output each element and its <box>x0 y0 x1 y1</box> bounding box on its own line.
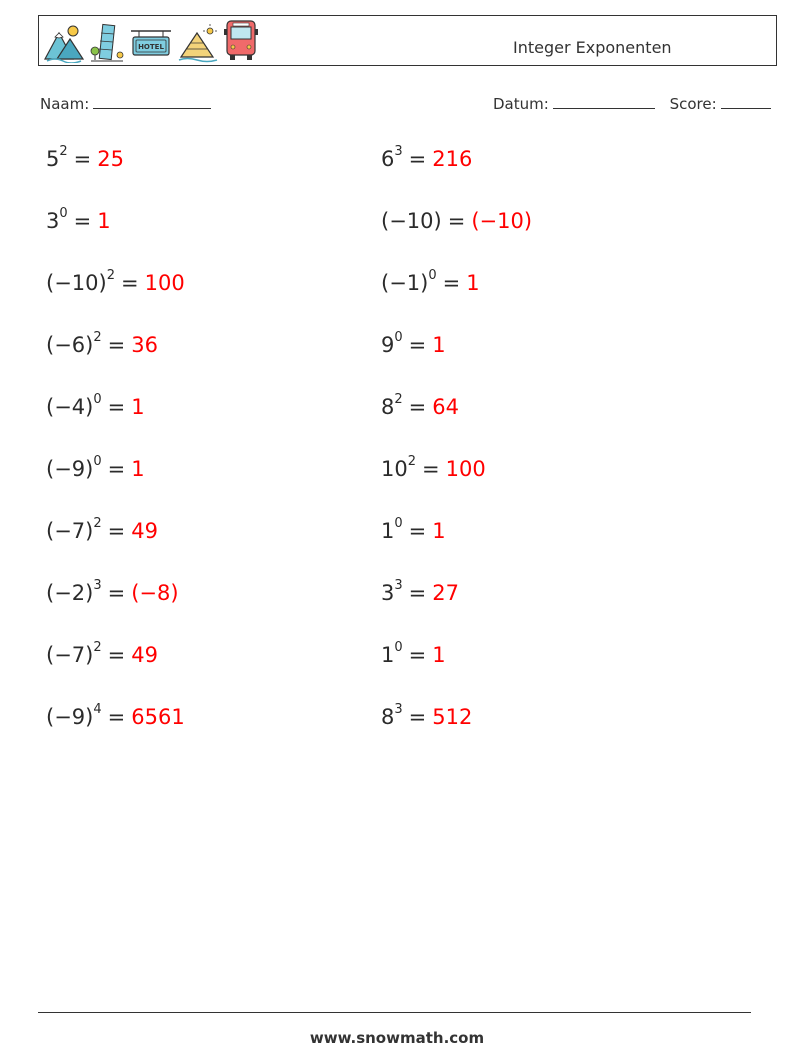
problem-base: 8 <box>381 705 395 729</box>
problem-item <box>381 578 459 605</box>
date-blank-line[interactable] <box>553 94 655 109</box>
problem-answer: 1 <box>466 271 480 295</box>
equals-sign: = <box>408 643 427 667</box>
problem-item <box>381 640 446 667</box>
problem-exponent: 3 <box>394 702 403 717</box>
problem-item <box>381 144 473 171</box>
hotel-sign-icon <box>129 27 173 63</box>
equals-sign: = <box>408 333 427 357</box>
problem-item <box>381 454 486 481</box>
date-label: Datum: <box>493 95 549 113</box>
problem-base: 10 <box>381 457 408 481</box>
problem-answer: 1 <box>131 395 145 419</box>
worksheet-header <box>38 15 777 66</box>
mountains-icon <box>43 23 85 63</box>
equals-sign: = <box>408 581 427 605</box>
problem-answer: 1 <box>432 333 446 357</box>
problem-base: (−9) <box>46 705 94 729</box>
problem-item <box>381 392 459 419</box>
problem-answer: 1 <box>432 519 446 543</box>
equals-sign: = <box>447 209 466 233</box>
problem-item <box>46 454 145 481</box>
problem-item <box>46 330 158 357</box>
problem-exponent: 3 <box>93 578 102 593</box>
equals-sign: = <box>107 643 126 667</box>
problem-exponent: 2 <box>106 268 115 283</box>
problem-answer: 27 <box>432 581 459 605</box>
equals-sign: = <box>107 519 126 543</box>
problem-exponent: 0 <box>394 516 403 531</box>
problem-exponent: 0 <box>428 268 437 283</box>
problem-base: (−4) <box>46 395 94 419</box>
worksheet-title: Integer Exponenten <box>513 38 672 57</box>
problem-exponent: 3 <box>394 144 403 159</box>
problem-base: 8 <box>381 395 395 419</box>
problem-base: (−10) <box>46 271 107 295</box>
problem-answer: 64 <box>432 395 459 419</box>
problem-exponent: 2 <box>93 330 102 345</box>
problem-base: (−7) <box>46 643 94 667</box>
problem-exponent: 0 <box>93 392 102 407</box>
problem-exponent: 2 <box>59 144 68 159</box>
problem-item <box>46 578 179 605</box>
problem-answer: 36 <box>131 333 158 357</box>
problem-answer: 6561 <box>131 705 185 729</box>
problem-exponent: 0 <box>394 330 403 345</box>
problem-item <box>46 392 145 419</box>
problem-base: (−2) <box>46 581 94 605</box>
footer-website: www.snowmath.com <box>309 1029 485 1047</box>
leaning-tower-icon <box>89 21 125 63</box>
problem-exponent: 4 <box>93 702 102 717</box>
problem-exponent: 3 <box>394 578 403 593</box>
problem-answer: 1 <box>97 209 111 233</box>
equals-sign: = <box>442 271 461 295</box>
problem-item <box>46 640 158 667</box>
pyramid-icon <box>177 23 219 63</box>
problem-exponent: 2 <box>407 454 417 469</box>
problem-item <box>46 268 185 295</box>
problem-answer: 1 <box>131 457 145 481</box>
date-score-field <box>493 94 771 113</box>
problem-base: (−10) <box>381 209 442 233</box>
equals-sign: = <box>120 271 139 295</box>
problem-exponent: 2 <box>394 392 403 407</box>
problem-answer: 216 <box>432 147 473 171</box>
equals-sign: = <box>107 395 126 419</box>
problem-answer: 100 <box>144 271 185 295</box>
problem-exponent: 2 <box>93 640 102 655</box>
equals-sign: = <box>408 519 427 543</box>
problem-answer: (−10) <box>471 209 533 233</box>
score-blank-line[interactable] <box>721 94 771 109</box>
bus-icon <box>223 19 259 63</box>
equals-sign: = <box>107 581 126 605</box>
equals-sign: = <box>73 209 92 233</box>
problem-item <box>381 268 480 295</box>
problem-base: 3 <box>46 209 60 233</box>
problem-base: 9 <box>381 333 395 357</box>
svg-text:HOTEL: HOTEL <box>138 43 164 51</box>
problem-item <box>46 702 185 729</box>
problem-base: (−9) <box>46 457 94 481</box>
problem-base: 1 <box>381 519 395 543</box>
equals-sign: = <box>422 457 440 481</box>
problem-answer: 1 <box>432 643 446 667</box>
problem-base: (−6) <box>46 333 94 357</box>
header-icons <box>43 19 259 63</box>
problem-base: 6 <box>381 147 395 171</box>
equals-sign: = <box>408 395 427 419</box>
problem-answer: 25 <box>97 147 124 171</box>
problem-exponent: 2 <box>93 516 102 531</box>
name-label: Naam: <box>40 95 90 113</box>
problem-item <box>46 206 111 233</box>
problem-item <box>381 516 446 543</box>
problem-item <box>381 702 473 729</box>
problem-base: (−7) <box>46 519 94 543</box>
problem-exponent: 0 <box>394 640 403 655</box>
score-label: Score: <box>669 95 717 113</box>
equals-sign: = <box>107 705 126 729</box>
problem-answer: 49 <box>131 519 158 543</box>
problem-item <box>46 516 158 543</box>
problem-base: 1 <box>381 643 395 667</box>
name-field <box>40 94 211 113</box>
equals-sign: = <box>73 147 92 171</box>
equals-sign: = <box>107 457 126 481</box>
problem-answer: 512 <box>432 705 473 729</box>
problem-item <box>46 144 124 171</box>
problem-base: 5 <box>46 147 60 171</box>
problem-exponent: 0 <box>93 454 102 469</box>
problem-item <box>381 209 532 233</box>
problem-exponent: 0 <box>59 206 68 221</box>
equals-sign: = <box>408 147 427 171</box>
problem-answer: (−8) <box>131 581 179 605</box>
problem-answer: 100 <box>445 457 486 481</box>
problem-base: (−1) <box>381 271 429 295</box>
problem-item <box>381 330 446 357</box>
footer-divider <box>38 1012 751 1013</box>
equals-sign: = <box>408 705 427 729</box>
problem-base: 3 <box>381 581 395 605</box>
name-blank-line[interactable] <box>93 94 211 109</box>
problem-answer: 49 <box>131 643 158 667</box>
equals-sign: = <box>107 333 126 357</box>
